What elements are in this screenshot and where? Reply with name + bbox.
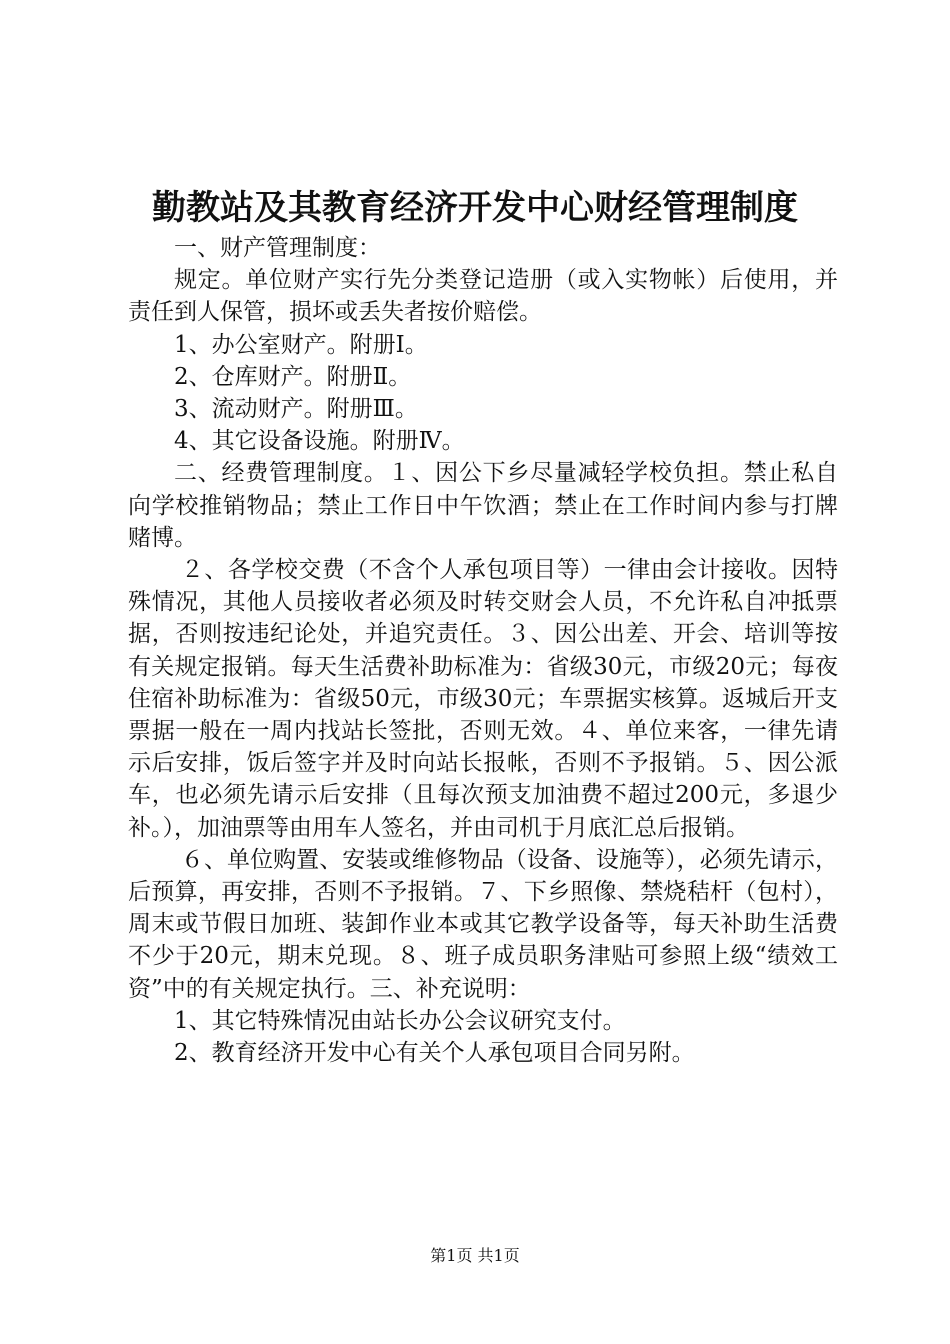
list-item: 1、其它特殊情况由站长办公会议研究支付。 [174, 1007, 626, 1034]
list-item: 2、教育经济开发中心有关个人承包项目合同另附。 [174, 1040, 695, 1067]
section-heading-property: 一、财产管理制度： [174, 235, 381, 261]
funds-rules-paragraph: ２、各学校交费（不含个人承包项目等）一律由会计接收。因特殊情况，其他人员接收者必须及时转交财会人员，不允许私自冲抵票据，否则按违纪论处，并追究责任。３、因公出差、开会、培训等按有关规定报销。每天生活费补助标准为：省级30元，市级20元；每夜住宿补助标准为：省级50元，市级30元；车票据实核算。返城后开支票据一般在一周内找站长签批，否则无效。４、单位来客，一律先请示后安排，饭后签字并及时向站长报帐，否则不予报销。５、因公派车，也必须先请示后安排（且每次预支加油费不超过200元，多退少补。），加油票等由用车人签名，并由司机于月底汇总后报销。 [128, 557, 838, 841]
document-title: 勤教站及其教育经济开发中心财经管理制度 [152, 188, 798, 228]
list-item: 3、流动财产。附册Ⅲ。 [174, 396, 418, 423]
property-rule-paragraph: 规定。单位财产实行先分类登记造册（或入实物帐）后使用，并责任到人保管，损坏或丢失者按价赔偿。 [128, 267, 838, 326]
list-item: 1、办公室财产。附册Ⅰ。 [174, 331, 428, 358]
page-footer: 第1页 共1页 [430, 1246, 520, 1265]
list-item: 2、仓库财产。附册Ⅱ。 [174, 363, 412, 390]
section-funds-paragraph: 二、经费管理制度。１、因公下乡尽量减轻学校负担。禁止私自向学校推销物品；禁止工作日中午饮酒；禁止在工作时间内参与打牌赌博。 [128, 460, 838, 551]
purchase-rules-paragraph: ６、单位购置、安装或维修物品（设备、设施等），必须先请示，后预算，再安排，否则不予报销。７、下乡照像、禁烧秸杆（包村），周末或节假日加班、装卸作业本或其它教学设备等，每天补助生活费不少于20元，期末兑现。８、班子成员职务津贴可参照上级“绩效工资”中的有关规定执行。三、补充说明： [128, 846, 838, 1002]
document-body [128, 232, 838, 1069]
list-item: 4、其它设备设施。附册Ⅳ。 [174, 428, 465, 455]
